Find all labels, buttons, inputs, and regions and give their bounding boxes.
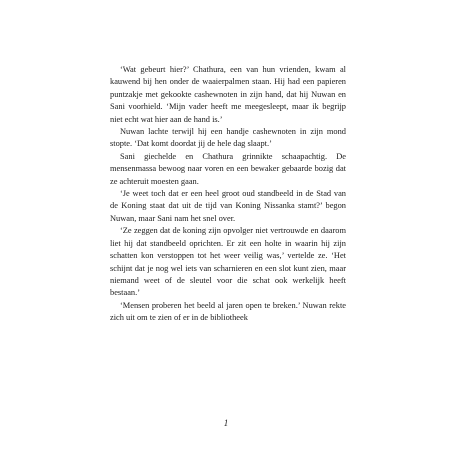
paragraph-6: ‘Mensen proberen het beeld al jaren open te breken.’ Nuwan rekte zich uit om te zien of er in de bibliotheek: [110, 300, 346, 323]
page-number: 1: [223, 418, 229, 428]
paragraph-5: ‘Ze zeggen dat de koning zijn opvolger niet vertrouwde en daarom liet hij dat standbeeld oprichten. Er zit een holte in waarin hij zijn schatten kon verstoppen tot het weer veilig was,’ vertelde ze. ‘Het schijnt dat je nog wel iets van scharnieren en een slot kunt zien, maar niemand weet of de sleutel voor die schat ook werkelijk heeft bestaan.’: [110, 226, 346, 298]
paragraph-2: Nuwan lachte terwijl hij een handje cashewnoten in zijn mond stopte. ‘Dat komt doordat jij de hele dag slaapt.’: [110, 127, 346, 149]
body-text: [110, 64, 346, 325]
paragraph-3: Sani giechelde en Chathura grinnikte schaapachtig. De mensenmassa bewoog naar voren en een bewaker gebaarde bozig dat ze achteruit moesten gaan.: [110, 151, 346, 186]
paragraph-4: ‘Je weet toch dat er een heel groot oud standbeeld in de Stad van de Koning staat dat uit de tijd van Koning Nissanka stamt?’ begon Nuwan, maar Sani nam het snel over.: [110, 189, 346, 223]
paragraph-1: ‘Wat gebeurt hier?’ Chathura, een van hun vrienden, kwam al kauwend bij hen onder de waaierpalmen staan. Hij had een papieren puntzakje met gekookte cashewnoten in zijn hand, dat hij Nuwan en Sani voorhield. ‘Mijn vader heeft me meegesleept, maar ik begrijp niet echt wat hier aan de hand is.’: [110, 65, 346, 124]
